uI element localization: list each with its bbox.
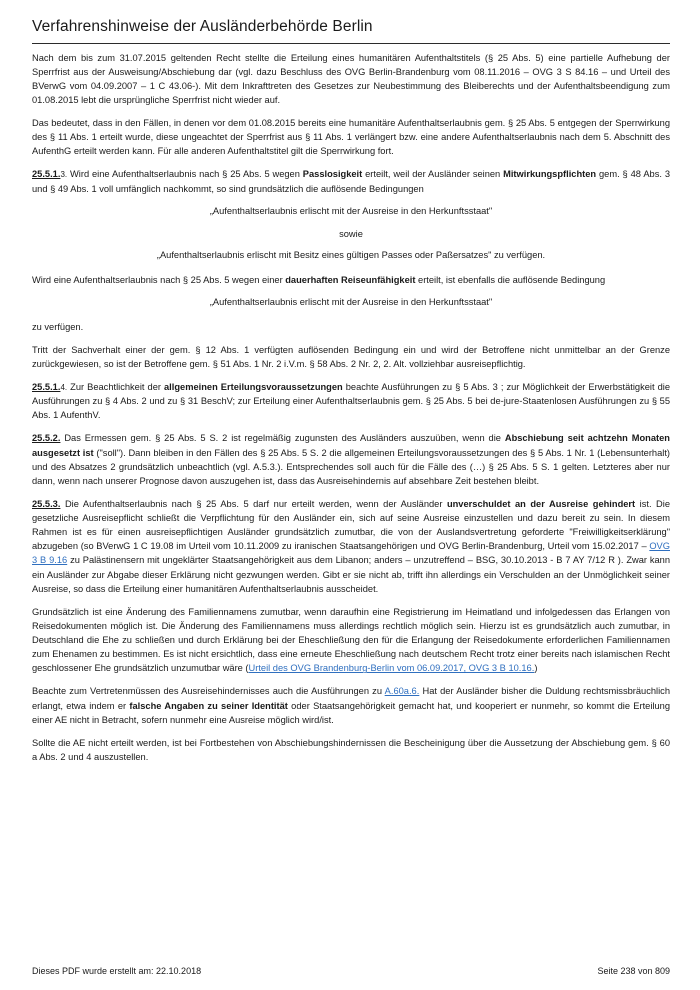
paragraph-beachte-vertretenmuessen bbox=[32, 684, 670, 726]
paragraph-familienname-part1: Grundsätzlich ist eine Änderung des Familiennamens zumutbar, wenn daraufhin eine Registrierung im Heimatland und infolgedessen das Erlangen von Reisedokumenten möglich ist. Die Änderung des Familiennamens muss allerdings rechtlich möglich sein. Hierzu ist es grundsätzlich auch zumutbar, in Deutschland die Ehe zu schließen und durch Erklärung bei der Eheschließung den für die Erlangung der Reisedokumente erforderlichen Familiennamen zum Ehenamen zu bestimmen. Es ist nicht ersichtlich, dass eine erneute Eheschließung nach deutschem Recht trotz einer bereits nach islamischen Recht geschlossener Ehe grundsätzlich unzumutbar wäre ( bbox=[32, 606, 670, 674]
footer-created: Dieses PDF wurde erstellt am: 22.10.2018 bbox=[32, 966, 202, 976]
beachte-bold: falsche Angaben zu seiner Identität bbox=[129, 700, 288, 711]
section-25-5-1-3-text: Wird eine Aufenthaltserlaubnis nach § 25 Abs. 5 wegen Passlosigkeit erteilt, weil der Ausländer seinen Mitwirkungspflichten gem. § 48 Abs. 3 und § 49 Abs. 1 voll umfänglich nachkommt, so sind grundsätzlich die auflösende Bedingungen bbox=[32, 169, 670, 194]
section-25-5-1-4-text: Zur Beachtlichkeit der allgemeinen Erteilungsvoraussetzungen beachte Ausführungen zu § 5 Abs. 3 ; zur Möglichkeit der Erwerbstätigkeit die Ausführungen zu § 4 Abs. 2 und zu § 31 BeschV; zur Erteilung einer Aufenthaltserlaubnis gem. § 25 Abs. 5 bei de-jure-Staatenlosen Ausführungen zu § 55 Abs. 1 AufenthV. bbox=[32, 382, 671, 421]
link-ovg-3-b-10-16[interactable]: Urteil des OVG Brandenburg-Berlin vom 06.09.2017, OVG 3 B 10.16. bbox=[248, 663, 535, 674]
section-25-5-2-text: Das Ermessen gem. § 25 Abs. 5 S. 2 ist regelmäßig zugunsten des Ausländers auszuüben, wenn die Abschiebung seit achtzehn Monaten ausgesetzt ist ("soll"). Dann bleiben in den Fällen des § 25 Abs. 5 S. 2 die allgemeinen Erteilungsvoraussetzungen des § 5 Abs. 1 Nr. 1 (Lebensunterhalt) und des Absatzes 2 grundsätzlich unbeachtlich (vgl. A.5.3.). Entsprechendes soll auch für die Fälle des (…) § 25 Abs. 5 S. 1 gelten. Letzteres aber nur dann, wenn nach unserer Prognose davon auszugehen ist, dass das Ausreisehindernis auf absehbare Zeit bestehen bleibt. bbox=[32, 433, 671, 486]
section-25-5-3-text-part2: zu Palästinensern mit ungeklärter Staatsangehörigkeit aus dem Libanon; anders – unzutreffend – BSG, 30.10.2013 - B 7 AY 7/12 R ). Zwar kann ein Ausländer zur Abgabe dieser Erklärung nicht gezwungen werden. Gibt er sie nicht ab, trifft ihn allerdings ein Verschulden an der Unmöglichkeit seiner Ausreise, so dass die Erteilung einer humanitären Aufenthaltserlaubnis ausscheidet. bbox=[32, 555, 670, 594]
paragraph-sollte-ae: Sollte die AE nicht erteilt werden, ist bei Fortbestehen von Abschiebungshindernissen die Bescheinigung über die Aussetzung der Abschiebung gem. § 60 a Abs. 2 und 4 auszustellen. bbox=[32, 737, 670, 762]
beachte-part2: Hat der Ausländer bisher die Duldung rechtsmissbräuchlich erlangt, etwa indem er bbox=[32, 686, 670, 711]
section-number-25-5-1: 25.5.1. bbox=[32, 169, 61, 180]
page-footer bbox=[32, 966, 670, 976]
quote-2: „Aufenthaltserlaubnis erlischt mit Besitz eines gültigen Passes oder Paßersatzes" zu verfügen. bbox=[156, 249, 546, 260]
section-25-5-1-3 bbox=[32, 167, 670, 195]
beachte-part1: Beachte zum Vertretenmüssen des Ausreisehindernisses auch die Ausführungen zu bbox=[32, 686, 385, 697]
paragraph-dauerhafte-reiseunfaehigkeit: Wird eine Aufenthaltserlaubnis nach § 25 Abs. 5 wegen einer dauerhaften Reiseunfähigkeit erteilt, ist ebenfalls die auflösende Bedingung bbox=[32, 274, 606, 285]
section-25-5-3 bbox=[32, 497, 670, 596]
sowie-label: sowie bbox=[339, 228, 363, 239]
beachte-part3: oder Staatsangehörigkeit gemacht hat, und kooperiert er nunmehr, so kommt die Erteilung einer AE nicht in Betracht, sofern nunmehr eine Ausreise möglich wird/ist. bbox=[32, 700, 670, 725]
page-title: Verfahrenshinweise der Ausländerbehörde Berlin bbox=[32, 18, 670, 44]
quote-1: „Aufenthaltserlaubnis erlischt mit der Ausreise in den Herkunftsstaat" bbox=[209, 205, 493, 216]
section-subnumber-3: 3. bbox=[60, 170, 68, 180]
link-ovg-3-b-9-16[interactable]: OVG 3 B 9.16 bbox=[32, 541, 670, 566]
section-number-25-5-3: 25.5.3. bbox=[32, 498, 61, 509]
footer-page-number: Seite 238 von 809 bbox=[597, 966, 670, 976]
paragraph-familienname-part2: ) bbox=[534, 663, 538, 674]
section-subnumber-4: 4. bbox=[60, 383, 68, 393]
quote-3: „Aufenthaltserlaubnis erlischt mit der Ausreise in den Herkunftsstaat" bbox=[209, 296, 493, 307]
link-a60a6[interactable]: A.60a.6. bbox=[384, 686, 420, 697]
section-25-5-2 bbox=[32, 431, 670, 488]
section-25-5-3-text-part1: Die Aufenthaltserlaubnis nach § 25 Abs. 5 darf nur erteilt werden, wenn der Ausländer unverschuldet an der Ausreise gehindert ist. Die gesetzliche Ausreisepflicht schließt die Verpflichtung für den Ausländer ein, sich auf seine Ausreise einzustellen und dazu bereit zu sein. In diesem Rahmen ist es für einen ausreisepflichtigen Ausländer grundsätzlich zumutbar, die von der Auslandsvertretung geforderte "Freiwilligkeitserklärung" abzugeben (so BVerwG 1 C 19.08 im Urteil vom 10.11.2009 zu iranischen Staatsangehörigen und OVG Berlin-Brandenburg, Urteil vom 15.02.2017 – bbox=[32, 498, 670, 552]
section-number-25-5-2: 25.5.2. bbox=[32, 433, 61, 444]
paragraph-intro-1: Nach dem bis zum 31.07.2015 geltenden Recht stellte die Erteilung eines humanitären Aufenthaltstitels (§ 25 Abs. 5) eine partielle Aufhebung der Sperrfrist aus der Ausweisung/Abschiebung dar (vgl. dazu Beschluss des OVG Berlin-Brandenburg vom 08.11.2016 – OVG 3 S 84.16 – und Urteil des BVerwG vom 04.09.2007 – 1 C 43.06-). Mit dem Inkrafttreten des Gesetzes zur Neubestimmung des Bleiberechts und der Aufenthaltsbeendigung zum 01.08.2015 lebt die ursprüngliche Sperrfrist nicht wieder auf. bbox=[32, 52, 670, 105]
paragraph-zu-verfuegen: zu verfügen. bbox=[32, 321, 84, 332]
paragraph-familienname bbox=[32, 605, 670, 676]
section-number-25-5-1-4: 25.5.1. bbox=[32, 382, 61, 393]
section-25-5-1-4 bbox=[32, 380, 670, 422]
paragraph-intro-2: Das bedeutet, dass in den Fällen, in denen vor dem 01.08.2015 bereits eine humanitäre Aufenthaltserlaubnis gem. § 25 Abs. 5 entgegen der Sperrwirkung des § 11 Abs. 1 erteilt wurde, diese ungeachtet der Sperrfrist aus § 11 Abs. 1 verlängert bzw. eine andere Aufenthaltserlaubnis nach dem 5. Abschnitt des AufenthG erteilt werden kann. Für alle anderen Aufenthaltstitel gilt die Sperrwirkung fort. bbox=[32, 118, 670, 157]
paragraph-sachverhalt: Tritt der Sachverhalt einer der gem. § 12 Abs. 1 verfügten auflösenden Bedingung ein und wird der Betroffene nicht unmittelbar an der Grenze zurückgewiesen, so ist der Betroffene gem. § 51 Abs. 1 Nr. 2 i.V.m. § 58 Abs. 2 Nr. 2, 2. Alt. vollziehbar ausreisepflichtig. bbox=[32, 344, 670, 369]
